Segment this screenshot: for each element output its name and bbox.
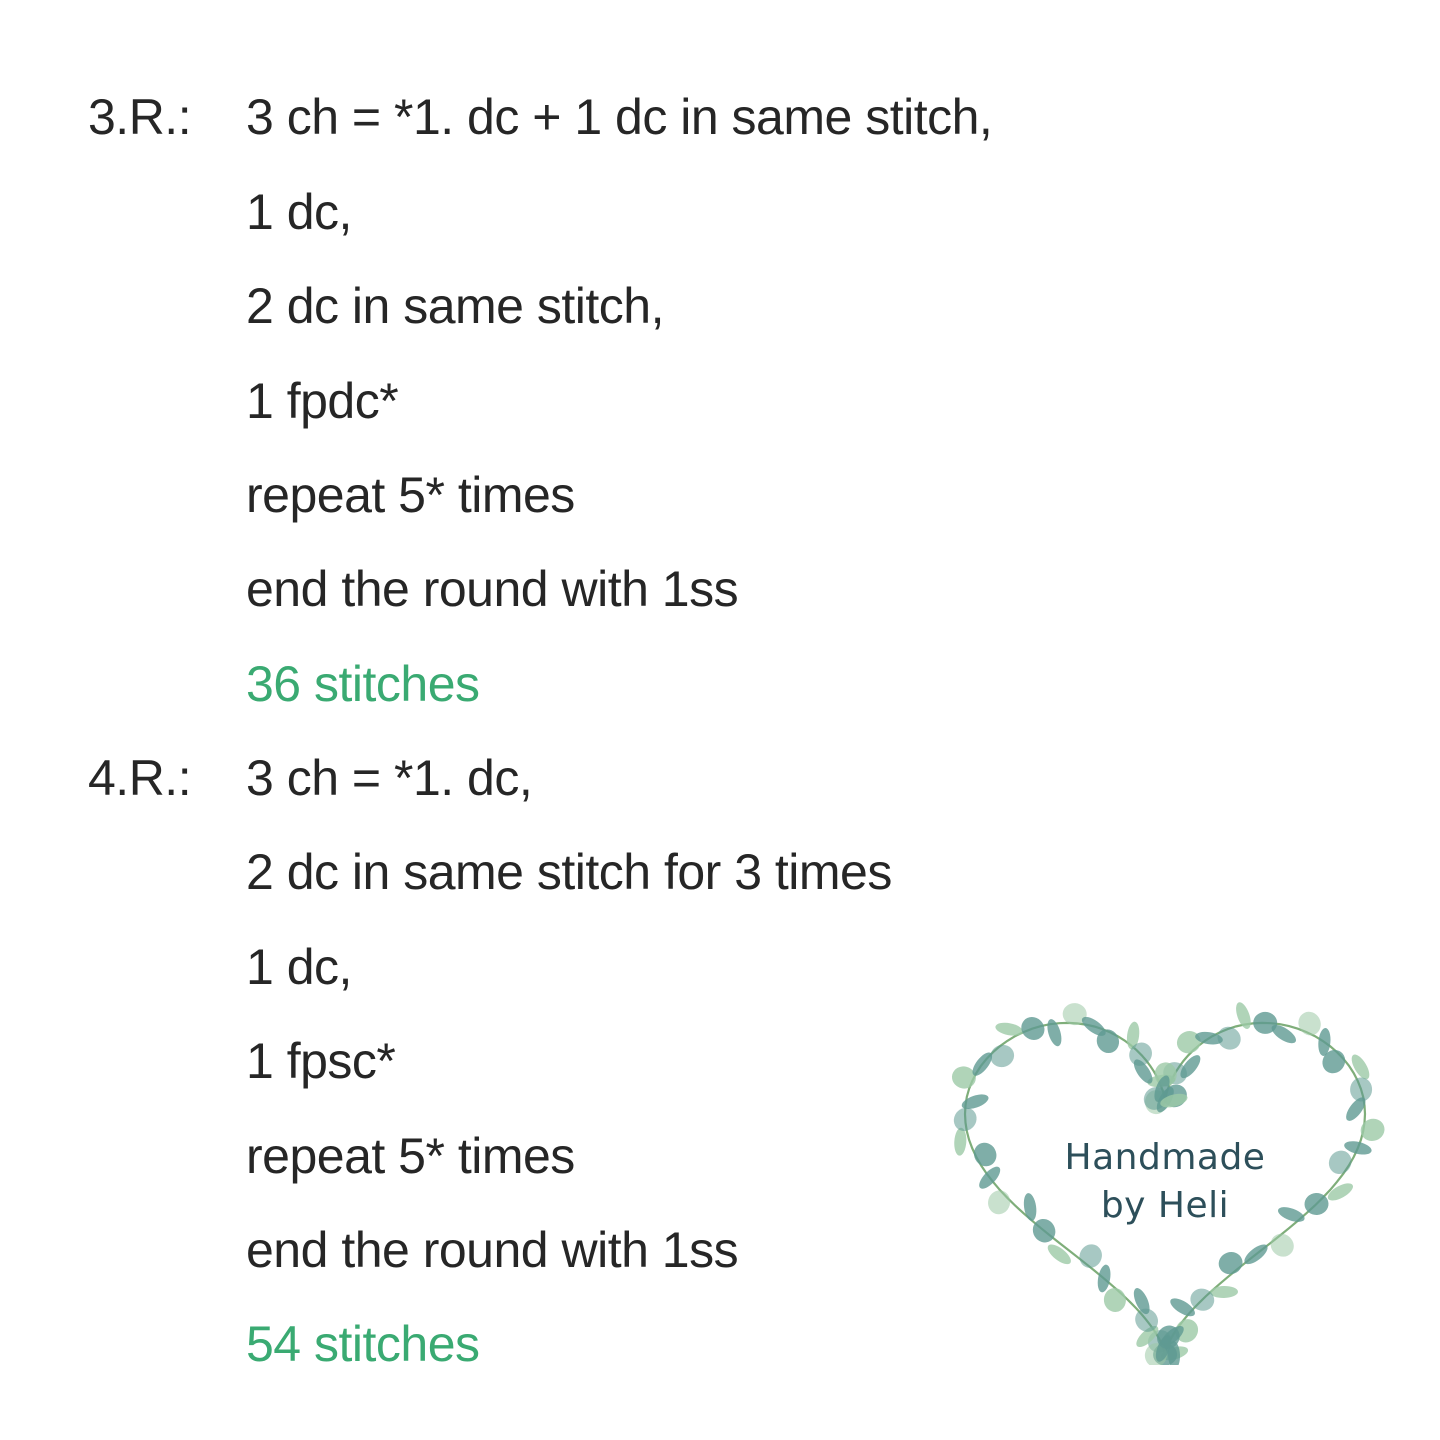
eucalyptus-leaf bbox=[1174, 1028, 1204, 1057]
eucalyptus-leaf bbox=[987, 1042, 1017, 1071]
round-4-line-6: end the round with 1ss bbox=[246, 1222, 739, 1278]
round-3-line-5: repeat 5* times bbox=[246, 467, 575, 523]
eucalyptus-leaf bbox=[1216, 1249, 1246, 1278]
round-3-line-4: 1 fpdc* bbox=[246, 373, 399, 429]
round-4-label: 4.R.: bbox=[88, 750, 192, 806]
round-4-line-2: 2 dc in same stitch for 3 times bbox=[246, 844, 892, 900]
eucalyptus-leaf bbox=[1102, 1287, 1127, 1314]
badge-line-2: by Heli bbox=[1100, 1185, 1230, 1226]
eucalyptus-leaf bbox=[1045, 1241, 1074, 1268]
badge-line-1: Handmade bbox=[1064, 1137, 1266, 1178]
round-4-line-1: 3 ch = *1. dc, bbox=[246, 750, 533, 806]
round-3-line-2: 1 dc, bbox=[246, 184, 352, 240]
round-3-line-3: 2 dc in same stitch, bbox=[246, 278, 664, 334]
round-4-stitch-count: 54 stitches bbox=[246, 1316, 480, 1372]
round-4-line-3: 1 dc, bbox=[246, 939, 352, 995]
round-3-line-1: 3 ch = *1. dc + 1 dc in same stitch, bbox=[246, 89, 993, 145]
round-3-stitch-count: 36 stitches bbox=[246, 656, 480, 712]
eucalyptus-leaf bbox=[1266, 1229, 1299, 1261]
round-3-label: 3.R.: bbox=[88, 89, 192, 145]
round-4-line-5: repeat 5* times bbox=[246, 1128, 575, 1184]
eucalyptus-leaf bbox=[994, 1021, 1024, 1038]
eucalyptus-leaf bbox=[1017, 1012, 1050, 1044]
eucalyptus-leaf bbox=[1075, 1240, 1106, 1272]
eucalyptus-leaf bbox=[1213, 1022, 1246, 1054]
eucalyptus-leaf bbox=[1348, 1052, 1373, 1082]
eucalyptus-leaf bbox=[1096, 1264, 1113, 1294]
handmade-badge bbox=[940, 985, 1390, 1365]
round-4-line-4: 1 fpsc* bbox=[246, 1033, 396, 1089]
round-3-line-6: end the round with 1ss bbox=[246, 561, 739, 617]
